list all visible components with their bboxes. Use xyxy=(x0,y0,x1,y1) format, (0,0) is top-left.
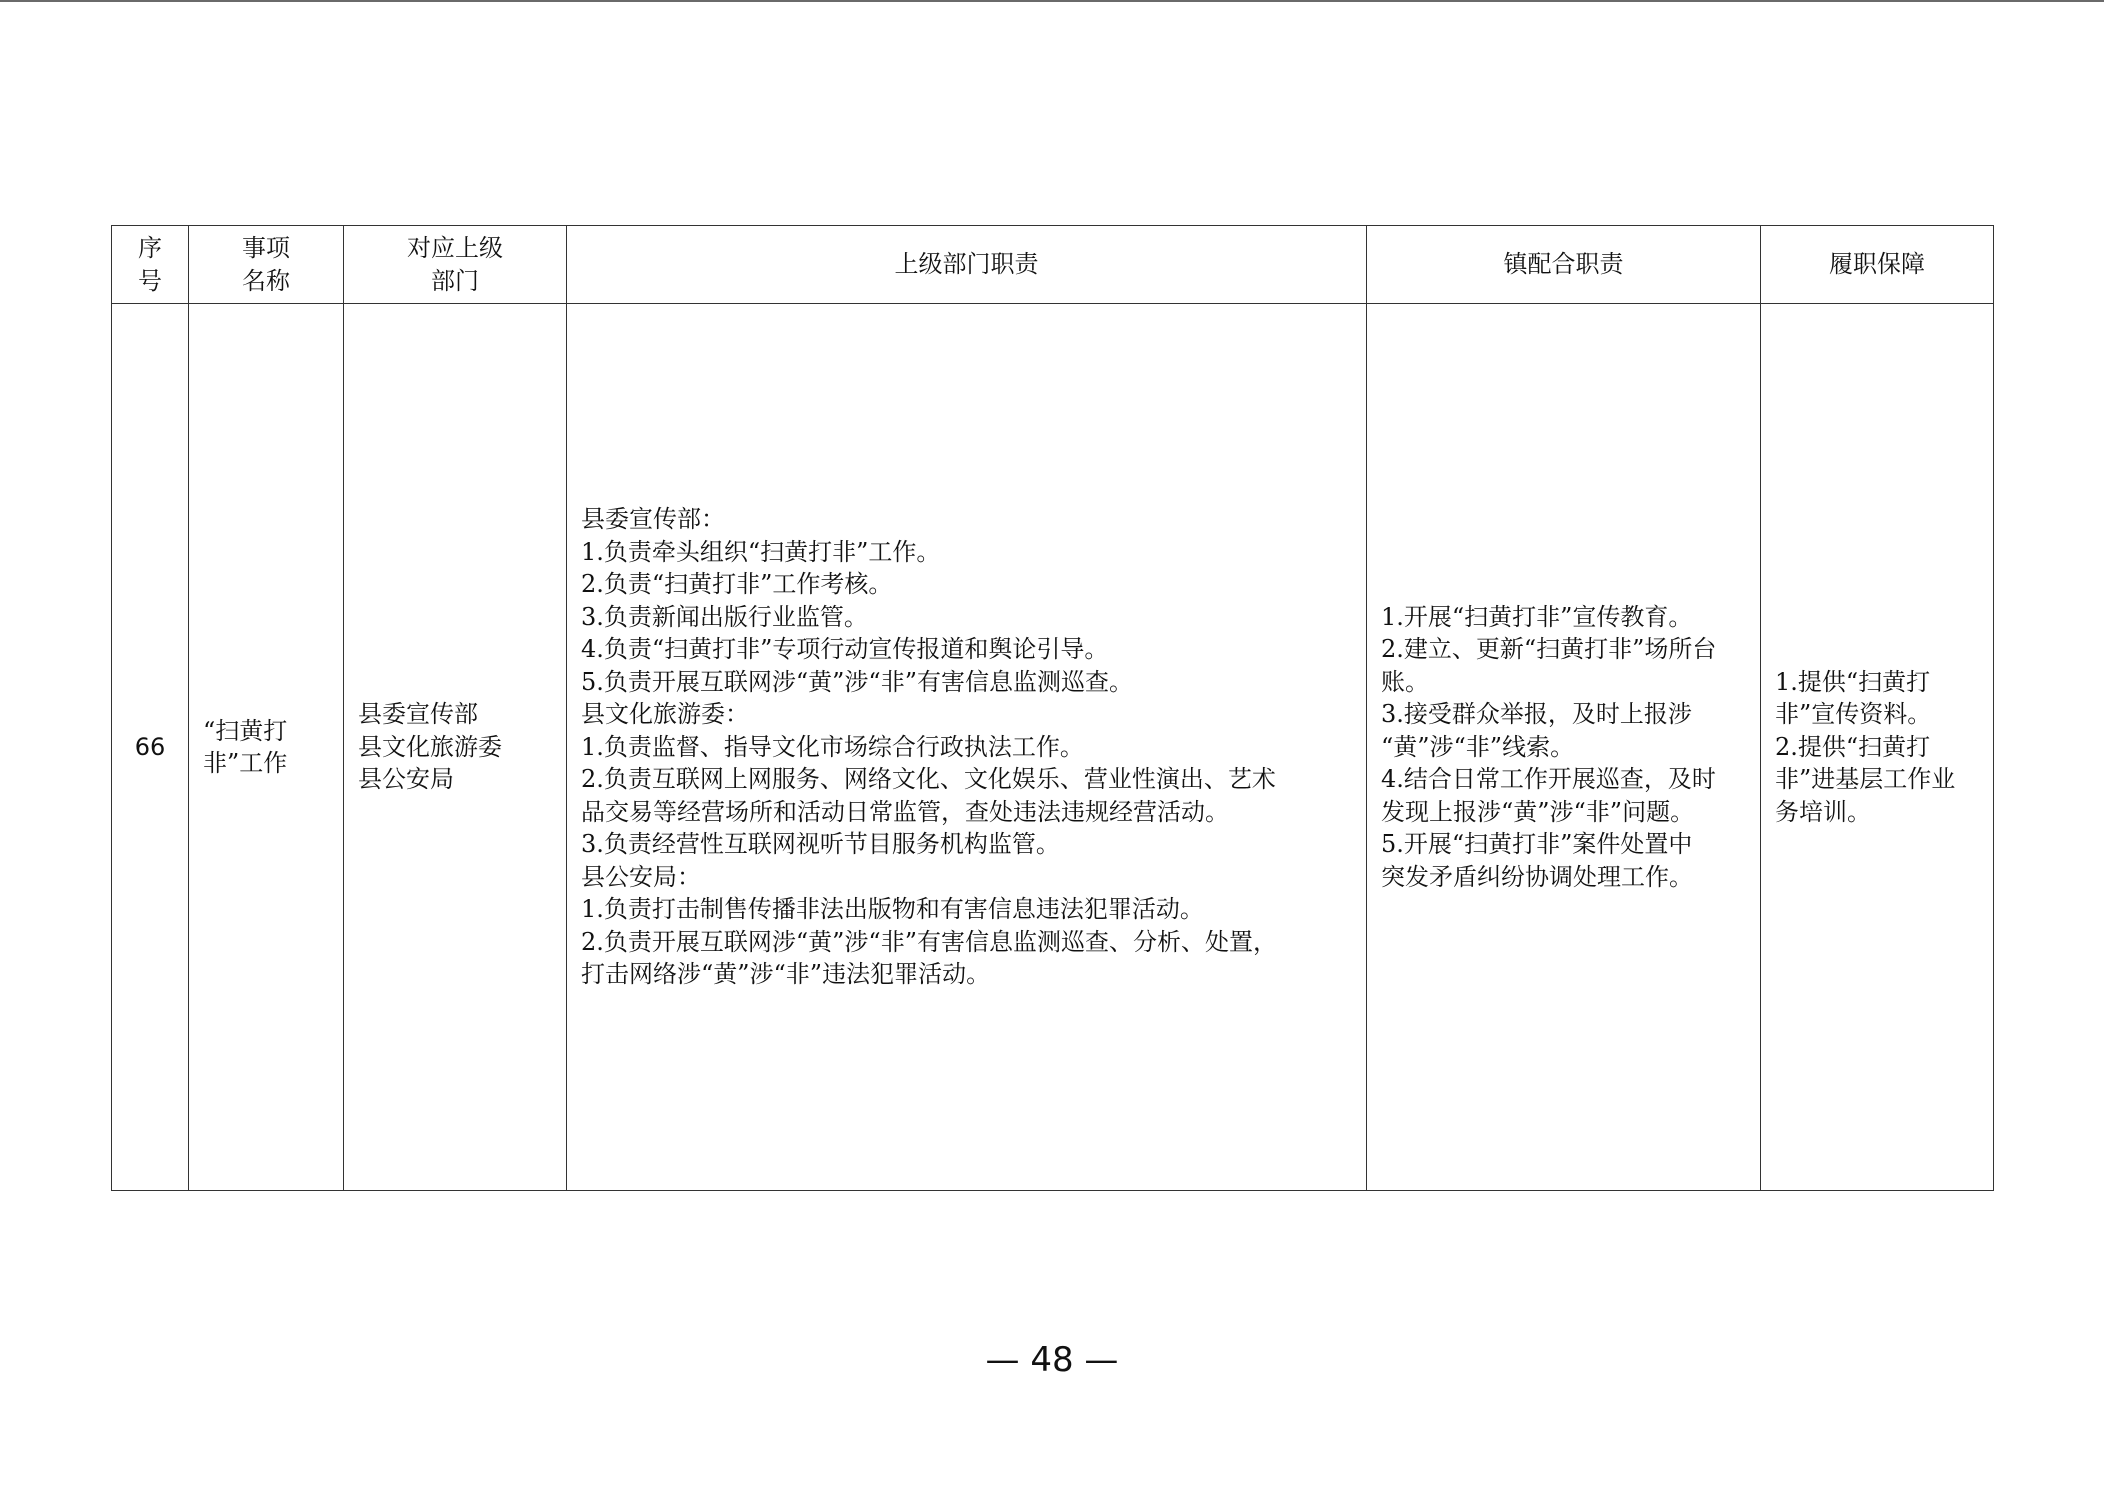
duty-line: 5.开展“扫黄打非”案件处置中 xyxy=(1381,830,1693,859)
header-item-name: 事项 名称 xyxy=(189,226,344,304)
cell-guarantee xyxy=(1761,304,1994,1191)
header-seq: 序 号 xyxy=(112,226,189,304)
duty-line: 5.负责开展互联网涉“黄”涉“非”有害信息监测巡查。 xyxy=(581,667,1133,696)
duty-line: 务培训。 xyxy=(1775,797,1871,826)
duty-line: “黄”涉“非”线索。 xyxy=(1381,732,1575,761)
duty-line: 打击网络涉“黄”涉“非”违法犯罪活动。 xyxy=(581,960,991,989)
cell-item-name: “扫黄打 非”工作 xyxy=(189,304,344,1191)
duty-line: 非”进基层工作业 xyxy=(1775,765,1956,794)
cell-upper-duties xyxy=(567,304,1367,1191)
header-row xyxy=(112,226,1994,304)
duty-line: 4.负责“扫黄打非”专项行动宣传报道和舆论引导。 xyxy=(581,635,1109,664)
duty-line: 1.负责牵头组织“扫黄打非”工作。 xyxy=(581,537,941,566)
header-upper-duties: 上级部门职责 xyxy=(567,226,1367,304)
duty-line: 1.开展“扫黄打非”宣传教育。 xyxy=(1381,602,1693,631)
duty-line: 县公安局： xyxy=(581,862,701,891)
cell-seq: 66 xyxy=(112,304,189,1191)
duty-line: 非”宣传资料。 xyxy=(1775,700,1932,729)
duty-line: 县文化旅游委： xyxy=(581,700,749,729)
header-town-duties: 镇配合职责 xyxy=(1367,226,1761,304)
cell-town-duties xyxy=(1367,304,1761,1191)
duty-line: 3.负责新闻出版行业监管。 xyxy=(581,602,868,631)
duty-line: 2.建立、更新“扫黄打非”场所台 xyxy=(1381,635,1717,664)
duty-line: 1.负责打击制售传播非法出版物和有害信息违法犯罪活动。 xyxy=(581,895,1204,924)
duty-line: 1.负责监督、指导文化市场综合行政执法工作。 xyxy=(581,732,1084,761)
duty-line: 突发矛盾纠纷协调处理工作。 xyxy=(1381,862,1693,891)
duty-line: 发现上报涉“黄”涉“非”问题。 xyxy=(1381,797,1695,826)
table-row xyxy=(112,304,1994,1191)
duty-line: 3.接受群众举报，及时上报涉 xyxy=(1381,700,1692,729)
top-border-line xyxy=(0,0,2104,2)
duty-line: 2.负责开展互联网涉“黄”涉“非”有害信息监测巡查、分析、处置， xyxy=(581,927,1277,956)
duty-line: 品交易等经营场所和活动日常监管，查处违法违规经营活动。 xyxy=(581,797,1229,826)
duty-line: 账。 xyxy=(1381,667,1429,696)
duty-table xyxy=(111,225,1994,1191)
page-number: — 48 — xyxy=(985,1340,1119,1380)
duty-line: 2.提供“扫黄打 xyxy=(1775,732,1931,761)
duty-line: 4.结合日常工作开展巡查，及时 xyxy=(1381,765,1716,794)
cell-upper-dept: 县委宣传部 县文化旅游委 县公安局 xyxy=(344,304,567,1191)
duty-line: 3.负责经营性互联网视听节目服务机构监管。 xyxy=(581,830,1060,859)
duty-line: 县委宣传部： xyxy=(581,505,725,534)
duty-line: 1.提供“扫黄打 xyxy=(1775,667,1931,696)
duty-line: 2.负责互联网上网服务、网络文化、文化娱乐、营业性演出、艺术 xyxy=(581,765,1276,794)
header-upper-dept: 对应上级 部门 xyxy=(344,226,567,304)
duty-line: 2.负责“扫黄打非”工作考核。 xyxy=(581,570,893,599)
header-guarantee: 履职保障 xyxy=(1761,226,1994,304)
